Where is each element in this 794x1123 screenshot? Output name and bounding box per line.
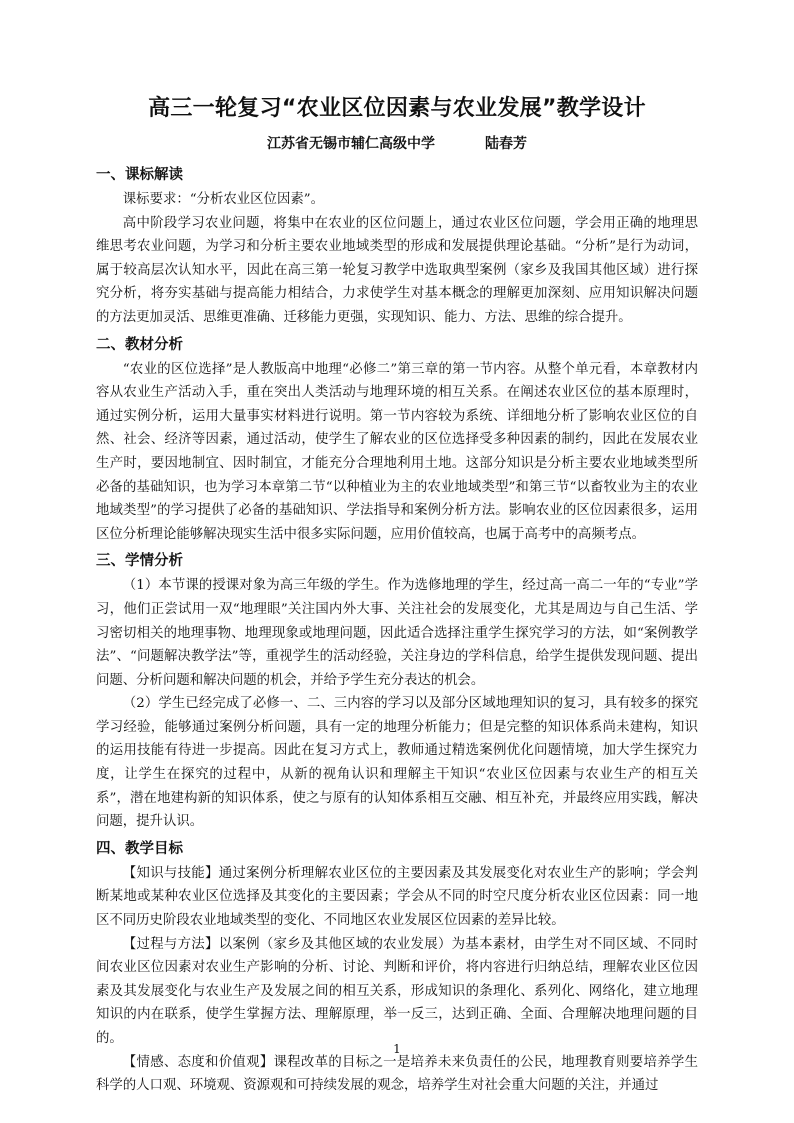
author-line [0, 133, 794, 155]
document-body [96, 160, 698, 1098]
paragraph: （2）学生已经完成了必修一、二、三内容的学习以及部分区域地理知识的复习，具有较多的探究学习经验，能够通过案例分析问题，具有一定的地理分析能力；但是完整的知识体系尚未建构，知识的运用技能有待进一步提高。因此在复习方式上，教师通过精选案例优化问题情境，加大学生探究力度，让学生在探究的过程中，从新的视角认识和理解主干知识“农业区位因素与农业生产的相互关系”，潜在地建构新的知识体系，使之与原有的认知体系相互交融、相互补充，并最终应用实践，解决问题，提升认识。 [96, 696, 698, 830]
paragraph: 【情感、态度和价值观】课程改革的目标之一是培养未来负责任的公民，地理教育则要培养学生科学的人口观、环境观、资源观和可持续发展的观念，培养学生对社会重大问题的关注，并通过 [96, 1054, 698, 1094]
paragraph: 课标要求：“分析农业区位因素”。 [122, 192, 324, 207]
section-curriculum [96, 164, 698, 330]
author-name: 陆春芳 [485, 136, 527, 152]
section-heading: 二、教材分析 [96, 336, 183, 353]
page-number: 1 [393, 1042, 401, 1056]
paragraph: “农业的区位选择”是人教版高中地理“必修二”第三章的第一节内容。从整个单元看，本章教材内容从农业生产活动入手，重在突出人类活动与地理环境的相互关系。在阐述农业区位的基本原理时，通过实例分析，运用大量事实材料进行说明。第一节内容较为系统、详细地分析了影响农业区位的自然、社会、经济等因素，通过活动，使学生了解农业的区位选择受多种因素的制约，因此在发展农业生产时，要因地制宜、因时制宜，才能充分合理地利用土地。这部分知识是分析主要农业地域类型所必备的基础知识，也为学习本章第二节“以种植业为主的农业地域类型”和第三节“以畜牧业为主的农业地域类型”的学习提供了必备的基础知识、学法指导和案例分析方法。影响农业的区位因素很多，运用区位分析理论能够解决现实生活中很多实际问题，应用价值较高，也属于高考中的高频考点。 [96, 361, 698, 542]
paragraph: （1）本节课的授课对象为高三年级的学生。作为选修地理的学生，经过高一高二一年的“专业”学习，他们正尝试用一双“地理眼”关注国内外大事、关注社会的发展变化，尤其是周边与自己生活、学习密切相关的地理事物、地理现象或地理问题，因此适合选择注重学生探究学习的方法，如“案例教学法”、“问题解决教学法”等，重视学生的活动经验，关注身边的学科信息，给学生提供发现问题、提出问题、分析问题和解决问题的机会，并给予学生充分表达的机会。 [96, 578, 698, 688]
section-heading: 一、课标解读 [96, 167, 183, 183]
section-students [96, 550, 698, 834]
paragraph: 【过程与方法】以案例（家乡及其他区域的农业发展）为基本素材，由学生对不同区域、不同时间农业区位因素对农业生产影响的分析、讨论、判断和评价，将内容进行归纳总结，理解农业区位因素及其发展变化与农业生产及发展之间的相互关系，形成知识的条理化、系列化、网络化，建立地理知识的内在联系，使学生掌握方法、理解原理，举一反三，达到正确、全面、合理解决地理问题的目的。 [96, 936, 698, 1046]
section-textbook [96, 334, 698, 547]
paragraph: 【知识与技能】通过案例分析理解农业区位的主要因素及其发展变化对农业生产的影响；学会判断某地或某种农业区位选择及其变化的主要因素；学会从不同的时空尺度分析农业区位因素：同一地区不同历史阶段农业地域类型的变化、不同地区农业发展区位因素的差异比较。 [96, 865, 698, 929]
paragraph: 高中阶段学习农业问题，将集中在农业的区位问题上，通过农业区位问题，学会用正确的地理思维思考农业问题，为学习和分析主要农业地域类型的形成和发展提供理论基础。“分析”是行为动词，属于较高层次认知水平，因此在高三第一轮复习教学中选取典型案例（家乡及我国其他区域）进行探究分析，将夯实基础与提高能力相结合，力求使学生对基本概念的理解更加深刻、应用知识解决问题的方法更加灵活、思维更准确、迁移能力更强，实现知识、能力、方法、思维的综合提升。 [96, 215, 698, 325]
author-school: 江苏省无锡市辅仁高级中学 [267, 136, 435, 152]
section-objectives [96, 838, 698, 1098]
section-heading: 三、学情分析 [96, 553, 183, 570]
section-heading: 四、教学目标 [96, 840, 183, 857]
document-title: 高三一轮复习“农业区位因素与农业发展”教学设计 [148, 96, 646, 121]
